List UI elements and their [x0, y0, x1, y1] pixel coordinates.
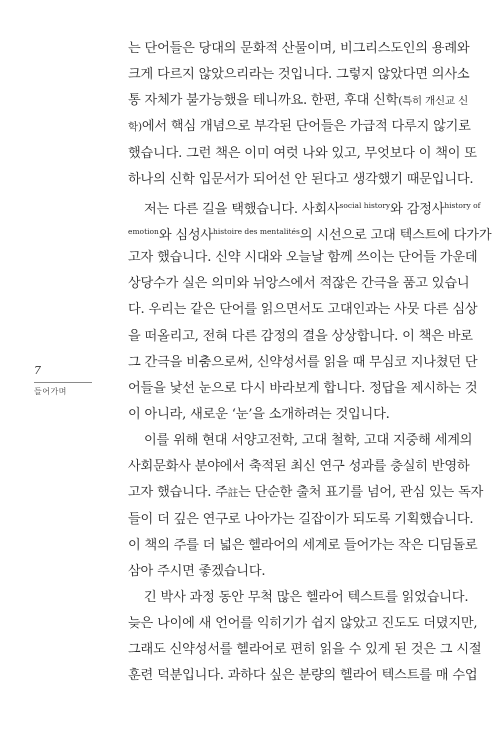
page-number: 7: [34, 364, 41, 377]
superscript-gloss: emotion: [128, 226, 159, 236]
text-run: 이 책의 주를 더 넓은 헬라어의 세계로 들어가는 작은 디딤돌로: [128, 537, 478, 553]
text-line: [128, 454, 470, 480]
small-text: (특히 개신교 신: [398, 95, 469, 108]
paragraph: [128, 585, 482, 690]
text-run: 다. 우리는 같은 단어를 읽으면서도 고대인과는 사뭇 다른 심상: [128, 302, 478, 318]
text-line: [128, 62, 470, 88]
text-line: [128, 219, 492, 245]
text-run: 상당수가 실은 의미와 뉘앙스에서 적잖은 간극을 품고 있습니: [128, 276, 470, 292]
text-line: [128, 611, 478, 637]
text-run: 사회문화사 분야에서 축적된 최신 연구 성과를 충실히 반영하: [128, 459, 470, 475]
text-line: [128, 376, 478, 402]
text-run: 들이 더 깊은 연구로 나아가는 길잡이가 되도록 기획했습니다.: [128, 511, 474, 527]
text-line: [128, 324, 473, 350]
paragraph: [128, 193, 492, 428]
text-line: [128, 297, 478, 323]
text-line: [128, 428, 473, 454]
text-line: [128, 637, 482, 663]
body-text: [128, 36, 492, 690]
text-line: [128, 88, 469, 114]
superscript-gloss: social history: [339, 200, 391, 210]
text-run: 와 감정사: [390, 201, 445, 217]
text-run: 고자 했습니다. 주: [128, 485, 228, 501]
text-run: 와 심성사: [158, 227, 213, 243]
paragraph: [128, 36, 477, 193]
text-line: [128, 663, 478, 689]
text-run: 그래도 신약성서를 헬라어로 편히 읽을 수 있게 된 것은 그 시절: [128, 642, 482, 658]
text-line: [128, 350, 478, 376]
text-line: [128, 533, 478, 559]
text-line: [128, 193, 481, 219]
text-run: 을 떠올리고, 전혀 다른 감정의 결을 상상합니다. 이 책은 바로: [128, 328, 473, 344]
text-run: 삼아 주시면 좋겠습니다.: [128, 563, 266, 579]
superscript-gloss: history of: [444, 200, 481, 210]
text-run: 저는 다른 길을 택했습니다. 사회사: [144, 201, 340, 217]
text-line: [128, 585, 469, 611]
text-run: 이 아니라, 새로운 ‘눈’을 소개하려는 것입니다.: [128, 406, 390, 422]
text-run: 는 단어들은 당대의 문화적 산물이며, 비그리스도인의 용례와: [128, 41, 470, 56]
text-line: [128, 480, 484, 506]
text-line: [128, 559, 458, 585]
text-run: 훈련 덕분입니다. 과하다 싶은 분량의 헬라어 텍스트를 매 수업: [128, 668, 478, 684]
text-run: 크게 다르지 않았으리라는 것입니다. 그렇지 않았다면 의사소: [128, 67, 470, 83]
superscript-gloss: histoire des mentalités: [212, 226, 300, 236]
text-run: 이를 위해 현대 서양고전학, 고대 철학, 고대 지중해 세계의: [144, 433, 473, 449]
text-run: 는 단순한 출처 표기를 넘어, 관심 있는 독자: [238, 485, 484, 501]
text-line: [128, 167, 474, 193]
text-run: 긴 박사 과정 동안 무척 많은 헬라어 텍스트를 읽었습니다.: [144, 589, 469, 605]
text-line: [128, 36, 470, 62]
running-head: 들어가며: [34, 387, 67, 396]
running-head-rule: [34, 382, 92, 383]
text-run: 하나의 신학 입문서가 되어선 안 된다고 생각했기 때문입니다.: [128, 171, 474, 187]
text-line: [128, 271, 470, 297]
text-run: 했습니다. 그런 책은 이미 여럿 나와 있고, 무엇보다 이 책이 또: [128, 145, 477, 161]
text-run: 고자 했습니다. 신약 시대와 오늘날 함께 쓰이는 단어들 가운데: [128, 250, 478, 266]
text-run: 에서 핵심 개념으로 부각된 단어들은 가급적 다루지 않기로: [141, 119, 471, 135]
small-text: 학): [128, 121, 142, 134]
text-line: [128, 507, 474, 533]
text-run: 그 간극을 비춤으로써, 신약성서를 읽을 때 무심코 지나쳤던 단: [128, 354, 478, 370]
text-run: 어들을 낯선 눈으로 다시 바라보게 합니다. 정답을 제시하는 것: [128, 380, 478, 396]
text-line: [128, 141, 477, 167]
text-run: 의 시선으로 고대 텍스트에 다가가: [299, 227, 492, 243]
text-line: [128, 114, 471, 140]
paragraph: [128, 428, 484, 585]
small-text: 註: [227, 487, 239, 500]
text-line: [128, 245, 478, 271]
text-run: 늦은 나이에 새 언어를 익히기가 쉽지 않았고 진도도 더뎠지만,: [128, 616, 478, 632]
text-line: [128, 402, 458, 428]
text-run: 통 자체가 불가능했을 테니까요. 한편, 후대 신학: [128, 93, 399, 109]
